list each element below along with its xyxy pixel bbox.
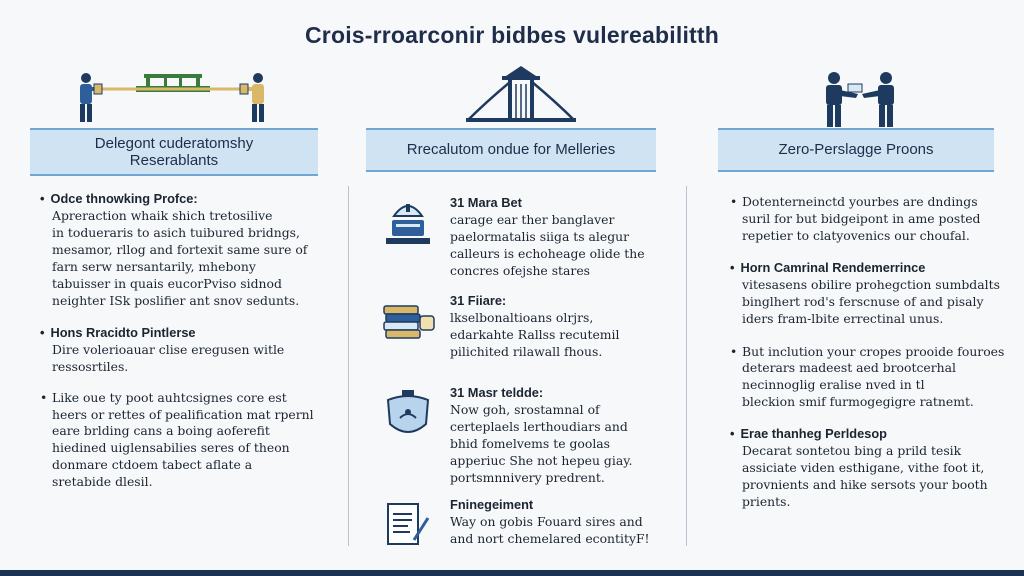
column-1-header-line-1: Delegont cuderatomshy — [94, 134, 254, 152]
item-text: But inclution your cropes prooide fouroes deterars madeest aed brootcerhal necinnoglig eralise nved in tl bleckion smif furmogegigre ratnemt. — [742, 343, 1005, 410]
bridge-tower-icon — [466, 62, 576, 126]
item-text: Dotenterneinctd yourbes are dndings suril for but bidgeipont in ame posted repetier to clatyovenics our choufal. — [742, 194, 981, 243]
item-text: carage ear ther banglaver paelormatalis siiga ts alegur calleurs is echoheage olide the concres ofejshe stares — [450, 212, 645, 278]
column-3-item — [730, 344, 1010, 411]
item-text: Apreraction whaik shich tretosilive in todueraris to asich tuibured bridngs, mesamor, rllog and fortexit same sure of farn serw nersantarily, mhebony tabuisser in quais eucorPviso sidnod neighter ISk poslifier ant snov sedunts. — [52, 208, 308, 308]
item-heading: • Hons Rracidto Pintlerse — [40, 324, 340, 341]
column-3-body — [730, 194, 1010, 525]
item-text: Way on gobis Fouard sires and and nort chemelared econtityF! — [450, 514, 650, 547]
item-heading: 31 Mara Bet — [450, 195, 522, 210]
item-heading: • Erae thanheg Perldesop — [730, 425, 1010, 442]
column-1-item — [40, 390, 340, 491]
bullet-marker: • — [730, 343, 738, 359]
bottom-border — [0, 570, 1024, 576]
satellite-device-icon — [380, 198, 436, 250]
item-heading: 31 Masr teldde: — [450, 385, 544, 400]
column-2-body — [380, 194, 670, 554]
column-2-header — [366, 128, 656, 172]
stacked-documents-icon — [380, 296, 436, 348]
column-1-header-line-2: Reserablants — [129, 152, 219, 169]
column-1-item — [40, 190, 340, 310]
bullet-marker: • — [730, 194, 738, 209]
column-1-body — [40, 190, 340, 505]
item-text: Like oue ty poot auhtcsignes core est heers or rettes of pealification mat rpernl eare brlding cans a boing aoferefit hiedined uiglensabilies seres of theon donmare ctdoem tabect aflate a sretabide dlesil. — [52, 389, 314, 489]
item-heading: Fninegeiment — [450, 497, 534, 512]
bridge-handshake-icon — [74, 68, 274, 130]
column-1-header — [30, 128, 318, 176]
item-heading: • Horn Camrinal Rendemerrince — [730, 259, 1010, 276]
item-text: Now goh, srostamnal of certeplaels lerthoudiars and bhid fomelvems te goolas apperiuc She not hepeu giay. portsmnnivery predrent. — [450, 402, 633, 485]
item-text: Dire volerioauar clise eregusen witle ressosrtiles. — [52, 341, 285, 374]
item-text: lkselbonaltioans olrjrs, edarkahte Rallss recutemil pilichited rilawall fhous. — [450, 310, 620, 360]
column-divider-right — [686, 186, 687, 546]
shield-lock-icon — [380, 388, 436, 440]
column-2-header-line-1: Rrecalutom ondue for Melleries — [406, 141, 616, 159]
item-heading: 31 Fiiare: — [450, 293, 507, 308]
handshake-people-icon — [820, 70, 900, 130]
item-text: Decarat sontetou bing a prild tesik assiciate viden esthigane, vithe foot it, provnients and hike sersots your booth prients. — [742, 443, 988, 509]
item-text: vitesasens obilire prohegction sumbdalts binglhert rod's ferscnuse of and pisaly iders fram-lbite errectinal unus. — [742, 276, 1000, 326]
column-3-header-line-1: Zero-Perslagge Proons — [778, 141, 934, 159]
column-3-item — [730, 194, 1010, 245]
bullet-marker: • — [40, 389, 48, 405]
column-1-item — [40, 324, 340, 376]
column-divider-left — [348, 186, 349, 546]
column-3-item — [730, 425, 1010, 511]
column-3-header — [718, 128, 994, 172]
column-3-item — [730, 259, 1010, 328]
page-title: Crois-rroarconir bidbes vulereabilitth — [304, 22, 720, 48]
document-pen-icon — [380, 500, 436, 552]
item-heading: • Odce thnowking Profce: — [40, 190, 340, 207]
